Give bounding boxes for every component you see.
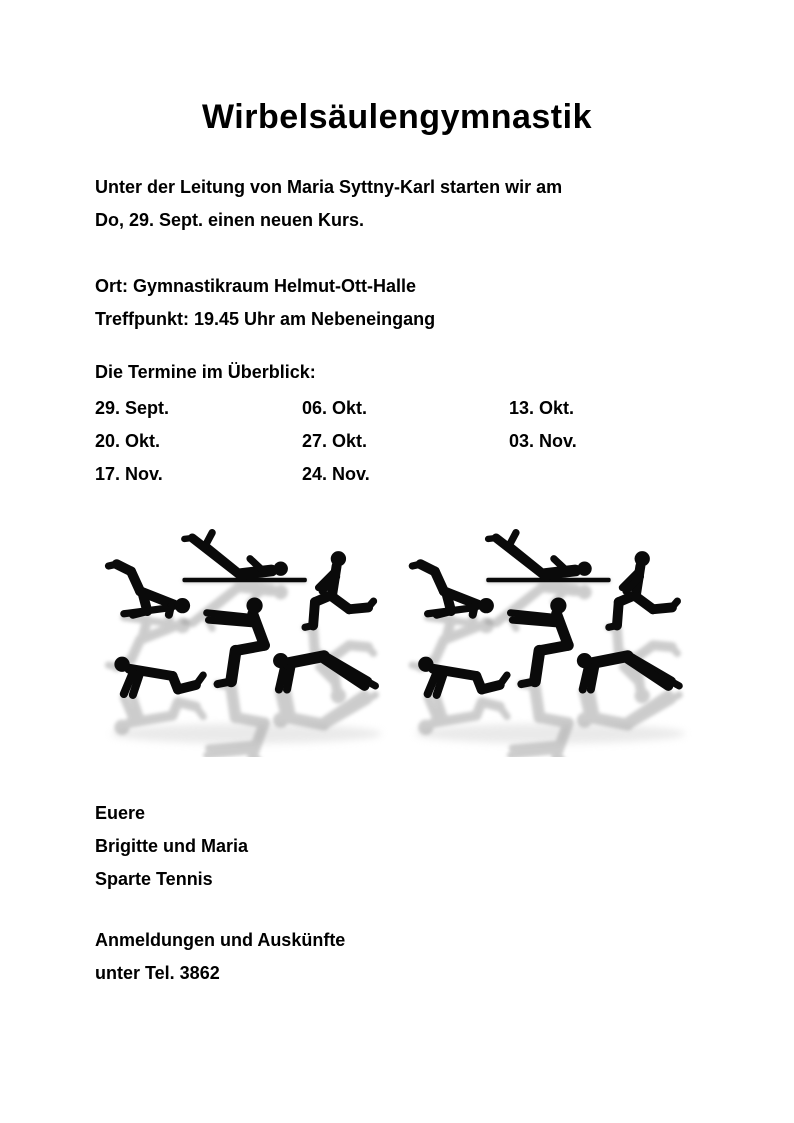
date-cell: 13. Okt. xyxy=(509,398,575,418)
date-cell: 27. Okt. xyxy=(302,431,368,451)
meeting-point-line: Treffpunkt: 19.45 Uhr am Nebeneingang xyxy=(95,309,436,329)
schedule-heading: Die Termine im Überblick: xyxy=(95,362,316,382)
closing-line-2: Brigitte und Maria xyxy=(95,836,249,856)
closing-line-3: Sparte Tennis xyxy=(95,869,213,889)
silhouette-collage-right xyxy=(412,533,685,757)
contact-line-2: unter Tel. 3862 xyxy=(95,963,220,983)
contact-line-1: Anmeldungen und Auskünfte xyxy=(95,930,346,950)
date-cell: 20. Okt. xyxy=(95,431,161,451)
date-cell: 06. Okt. xyxy=(302,398,368,418)
exercise-silhouettes-image xyxy=(95,521,699,757)
date-cell: 03. Nov. xyxy=(509,431,577,451)
intro-line-1: Unter der Leitung von Maria Syttny-Karl starten wir am xyxy=(95,177,563,197)
date-cell-empty xyxy=(509,458,699,491)
intro-paragraph xyxy=(95,171,699,237)
silhouette-collage-left xyxy=(109,533,382,757)
closing-line-1: Euere xyxy=(95,803,146,823)
contact-paragraph xyxy=(95,924,699,990)
closing-paragraph xyxy=(95,797,699,896)
details-paragraph xyxy=(95,270,699,336)
exercise-silhouettes-svg xyxy=(95,521,699,757)
intro-line-2: Do, 29. Sept. einen neuen Kurs. xyxy=(95,210,365,230)
schedule-dates-table xyxy=(95,392,699,491)
date-cell: 17. Nov. xyxy=(95,464,163,484)
date-cell: 29. Sept. xyxy=(95,398,170,418)
date-cell: 24. Nov. xyxy=(302,464,370,484)
page-title: Wirbelsäulengymnastik xyxy=(202,98,592,136)
location-line: Ort: Gymnastikraum Helmut-Ott-Halle xyxy=(95,276,417,296)
